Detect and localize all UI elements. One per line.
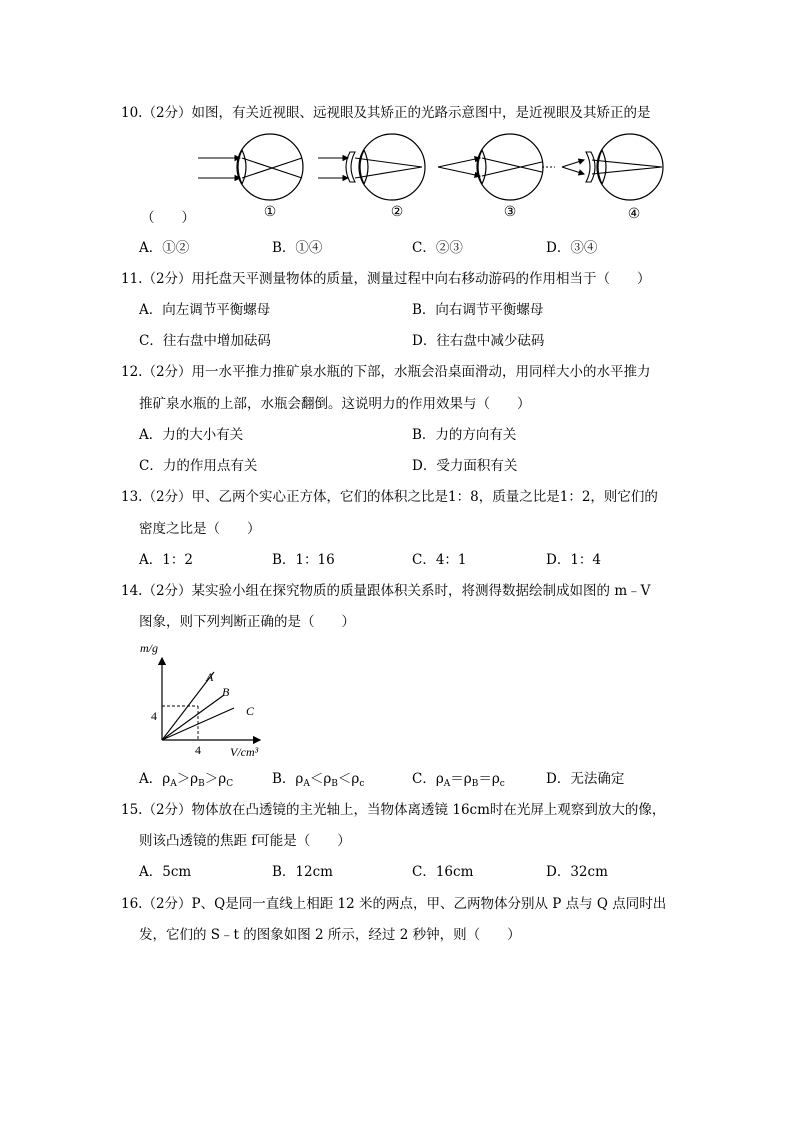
x-tick-label: 4 [195, 743, 201, 757]
q11-option-a[interactable]: A．向左调节平衡螺母 [139, 302, 271, 318]
q14-stem-line1: 14.（2分）某实验小组在探究物质的质量跟体积关系时，将测得数据绘制成如图的 m﹣V [121, 583, 651, 599]
eye-diagram-4 [562, 134, 663, 200]
y-axis-label: m/g [140, 641, 158, 655]
q15-option-c[interactable]: C．16cm [412, 864, 474, 880]
q14-mv-graph [138, 640, 278, 764]
q15-stem-line2: 则该凸透镜的焦距 f可能是（ ） [139, 833, 351, 849]
q10-option-a[interactable]: A．①② [139, 240, 190, 256]
q12-option-c[interactable]: C．力的作用点有关 [139, 458, 258, 474]
q10-option-c[interactable]: C．②③ [412, 240, 463, 256]
q12-stem-line1: 12.（2分）用一水平推力推矿泉水瓶的下部，水瓶会沿桌面滑动，用同样大小的水平推力 [121, 364, 651, 380]
q15-option-d[interactable]: D．32cm [546, 864, 608, 880]
eye-label-1: ① [263, 205, 277, 220]
q15-stem-line1: 15.（2分）物体放在凸透镜的主光轴上，当物体离透镜 16cm时在光屏上观察到放大的像， [121, 802, 666, 818]
q11-option-b[interactable]: B．向右调节平衡螺母 [412, 302, 544, 318]
q13-stem-line2: 密度之比是（ ） [139, 521, 261, 537]
line-b-label: B [222, 685, 230, 699]
q15-option-a[interactable]: A．5cm [139, 864, 192, 880]
q13-option-d[interactable]: D．1：4 [546, 552, 602, 568]
q12-option-d[interactable]: D．受力面积有关 [412, 458, 518, 474]
q11-option-c[interactable]: C．往右盘中增加砝码 [139, 333, 271, 349]
q13-option-b[interactable]: B．1：16 [272, 552, 335, 568]
q11-stem: 11.（2分）用托盘天平测量物体的质量，测量过程中向右移动游码的作用相当于（ ） [121, 271, 651, 287]
q10-option-d[interactable]: D．③④ [546, 240, 598, 256]
q10-stem: 10.（2分）如图，有关近视眼、远视眼及其矫正的光路示意图中，是近视眼及其矫正的是 [121, 105, 651, 121]
q14-option-d[interactable]: D．无法确定 [546, 771, 625, 787]
eye-diagram-3 [438, 134, 555, 200]
eye-label-2: ② [390, 205, 404, 220]
q13-option-a[interactable]: A．1：2 [139, 552, 193, 568]
q16-stem-line2: 发，它们的 S﹣t 的图象如图 2 所示，经过 2 秒钟，则（ ） [139, 927, 521, 943]
q13-stem-line1: 13.（2分）甲、乙两个实心正方体，它们的体积之比是1：8，质量之比是1：2，则它们的 [121, 489, 658, 505]
eye-label-3: ③ [503, 205, 517, 220]
q14-option-a[interactable]: A．$\rho_A>\rho_B>\rho_C$ [139, 771, 234, 789]
q14-option-b[interactable]: B．$\rho_A<\rho_B<\rho_c$ [272, 771, 365, 789]
q16-stem-line1: 16.（2分）P、Q是同一直线上相距 12 米的两点，甲、乙两物体分别从 P 点与 Q 点同时出 [121, 896, 667, 912]
line-c-label: C [246, 704, 255, 718]
x-axis-label: V/cm³ [230, 745, 259, 759]
line-a-label: A [206, 670, 214, 684]
line-b [162, 695, 224, 740]
q11-option-d[interactable]: D．往右盘中减少砝码 [412, 333, 545, 349]
eye-label-4: ④ [627, 207, 641, 222]
q10-option-b[interactable]: B．①④ [272, 240, 323, 256]
q10-paren: （ ） [141, 210, 195, 226]
q12-option-a[interactable]: A．力的大小有关 [139, 427, 244, 443]
y-tick-label: 4 [151, 709, 157, 723]
q14-stem-line2: 图象，则下列判断正确的是（ ） [139, 614, 355, 630]
q10-eye-figures [190, 130, 680, 222]
eye-diagram-1 [198, 134, 303, 200]
eye-diagram-2 [318, 134, 425, 200]
q15-option-b[interactable]: B．12cm [272, 864, 333, 880]
q12-stem-line2: 推矿泉水瓶的上部，水瓶会翻倒。这说明力的作用效果与（ ） [139, 396, 531, 412]
q14-option-c[interactable]: C．$\rho_A=\rho_B=\rho_c$ [412, 771, 505, 789]
q12-option-b[interactable]: B．力的方向有关 [412, 427, 517, 443]
q13-option-c[interactable]: C．4：1 [412, 552, 467, 568]
